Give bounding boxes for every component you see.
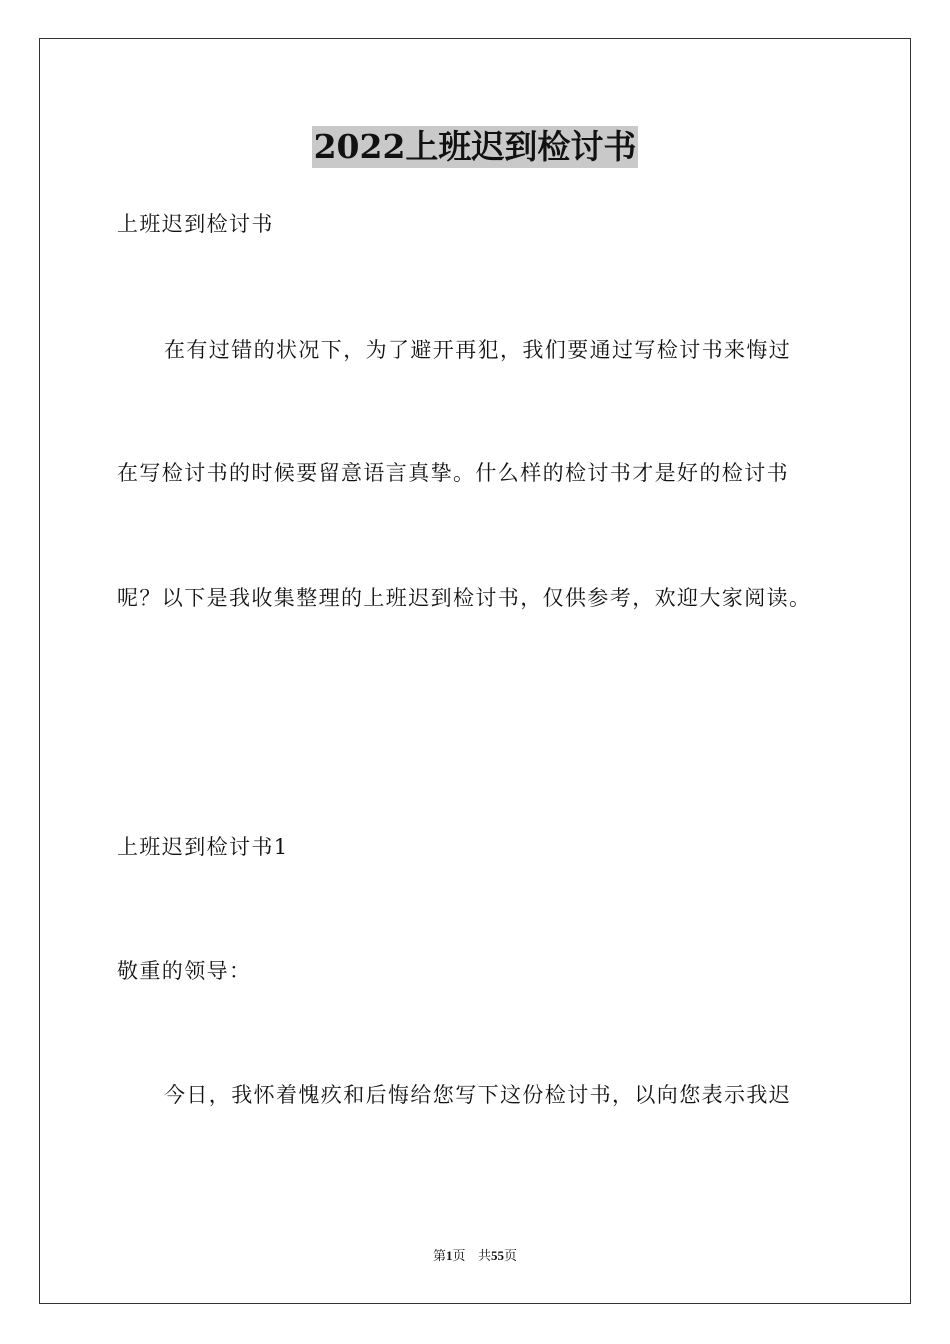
body-line: 今日，我怀着愧疚和后悔给您写下这份检讨书，以向您表示我迟 [164, 1083, 792, 1107]
paragraph-line-1: 在有过错的状况下，为了避开再犯，我们要通过写检讨书来悔过 [164, 338, 792, 362]
footer-current-page: 1 [446, 1248, 453, 1263]
document-title: 2022上班迟到检讨书 [313, 127, 637, 166]
subtitle: 上班迟到检讨书 [117, 212, 274, 236]
paragraph-line-2: 在写检讨书的时候要留意语言真挚。什么样的检讨书才是好的检讨书 [117, 461, 789, 485]
title-container [0, 126, 950, 168]
page-footer [0, 1247, 950, 1266]
footer-page-suffix: 页 [452, 1249, 466, 1264]
footer-total-suffix: 页 [503, 1249, 517, 1264]
salutation: 敬重的领导： [117, 959, 252, 983]
paragraph-line-3: 呢？以下是我收集整理的上班迟到检讨书，仅供参考，欢迎大家阅读。 [117, 586, 812, 610]
section-heading: 上班迟到检讨书1 [117, 835, 289, 859]
footer-total-pages: 55 [490, 1248, 504, 1263]
footer-page-prefix: 第 [433, 1249, 447, 1264]
footer-total-prefix: 共 [477, 1249, 491, 1264]
